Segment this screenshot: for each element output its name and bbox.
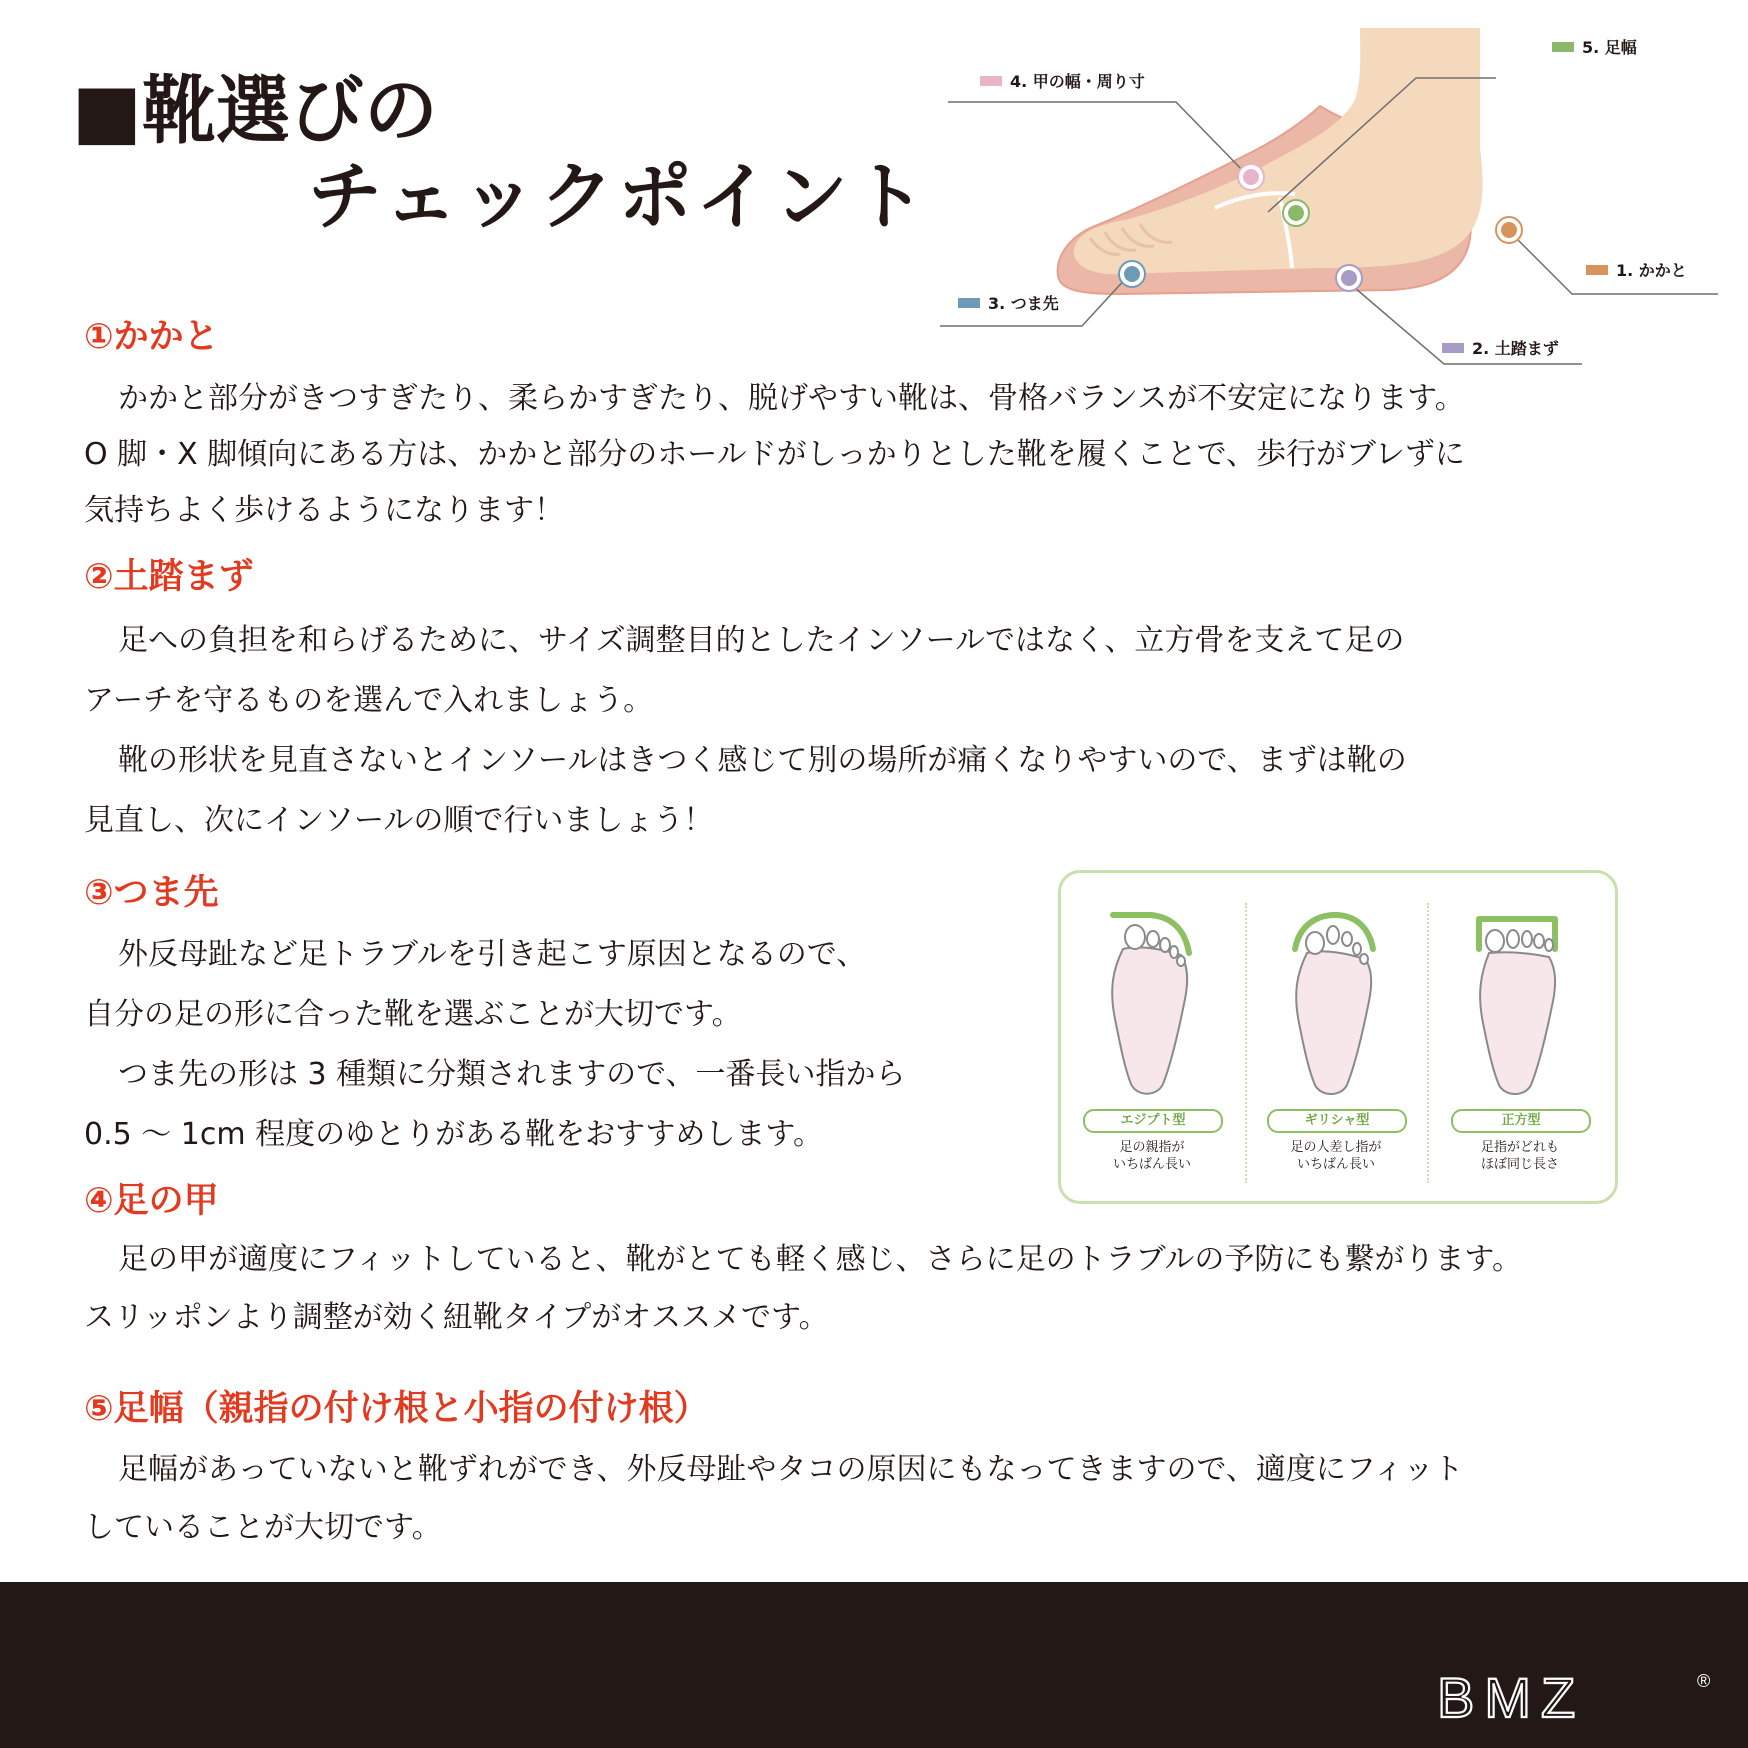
toe-type-name: 正方型 [1451, 1109, 1591, 1133]
label-5: 5. 足幅 [1582, 38, 1637, 57]
section-body-tsuchifumazu [84, 611, 1407, 851]
toe-type-greek [1251, 873, 1429, 1201]
body-line: していることが大切です。 [84, 1510, 442, 1545]
toe-type-panel [1058, 870, 1618, 1204]
body-line: つま先の形は 3 種類に分類されますので、一番長い指から [118, 1057, 906, 1092]
toe-type-name: ギリシャ型 [1267, 1109, 1407, 1133]
body-line: 足への負担を和らげるために、サイズ調整目的としたインソールではなく、立方骨を支えて足の [118, 623, 1405, 658]
label-swatch-5 [1552, 42, 1574, 52]
toe-desc-line: 足指がどれも [1480, 1140, 1559, 1155]
leader-line-4 [948, 102, 1248, 176]
section-body-ashihaba [84, 1441, 1464, 1557]
column-divider [1245, 903, 1247, 1183]
brand-logo-text: BMZ [1437, 1667, 1586, 1727]
section-heading-kakato: ①かかと [84, 317, 219, 357]
registered-mark: ® [1697, 1671, 1711, 1691]
toe-type-square [1435, 873, 1613, 1201]
section-body-kou [84, 1231, 1522, 1347]
marker-5-dot [1283, 200, 1309, 226]
bmz-logo [1435, 1667, 1715, 1727]
foot-egypt-icon [1101, 909, 1211, 1099]
foot-greek-icon [1285, 909, 1395, 1099]
footer-bar [0, 1582, 1748, 1748]
section-tsumasaki [84, 873, 906, 1165]
body-line: スリッポンより調整が効く紐靴タイプがオススメです。 [84, 1300, 829, 1335]
body-line: 自分の足の形に合った靴を選ぶことが大切です。 [84, 997, 742, 1032]
page-title-line2: チェックポイント [308, 154, 930, 240]
label-swatch-4 [980, 76, 1002, 86]
body-line: 足幅があっていないと靴ずれができ、外反母趾やタコの原因にもなってきますので、適度にフィット [118, 1452, 1464, 1487]
column-divider [1427, 903, 1429, 1183]
toe-desc-line: 足の人差し指が [1290, 1140, 1382, 1155]
toe-type-desc [1067, 1139, 1237, 1173]
foot-square-icon [1469, 909, 1579, 1099]
toe-desc-line: ほぼ同じ長さ [1480, 1157, 1559, 1172]
marker-4-dot [1238, 164, 1264, 190]
section-tsuchifumazu [84, 557, 1407, 851]
label-swatch-3 [958, 298, 980, 308]
toe-type-name: エジプト型 [1083, 1109, 1223, 1133]
section-kou [84, 1181, 1522, 1347]
body-line: O 脚・X 脚傾向にある方は、かかと部分のホールドがしっかりとした靴を履くことで、歩行がブレずに [84, 437, 1465, 472]
label-4: 4. 甲の幅・周り寸 [1010, 72, 1145, 91]
toe-desc-line: いちばん長い [1296, 1157, 1375, 1172]
marker-1-dot [1496, 217, 1522, 243]
body-line: 外反母趾など足トラブルを引き起こす原因となるので、 [118, 937, 867, 972]
section-heading-tsuchifumazu: ②土踏まず [84, 557, 254, 597]
toe-type-egypt [1067, 873, 1245, 1201]
toe-desc-line: 足の親指が [1119, 1140, 1185, 1155]
label-2: 2. 土踏まず [1472, 339, 1559, 358]
body-line: 0.5 ～ 1cm 程度のゆとりがある靴をおすすめします。 [84, 1117, 824, 1152]
body-line: 気持ちよく歩けるようになります！ [84, 493, 564, 528]
toe-type-desc [1435, 1139, 1605, 1173]
body-line: かかと部分がきつすぎたり、柔らかすぎたり、脱げやすい靴は、骨格バランスが不安定になります。 [118, 381, 1465, 416]
label-1: 1. かかと [1616, 261, 1687, 280]
page-title-line1: ■靴選びの [72, 68, 438, 154]
section-kakato [84, 317, 1465, 539]
toe-desc-line: いちばん長い [1112, 1157, 1191, 1172]
body-line: 足の甲が適度にフィットしていると、靴がとても軽く感じ、さらに足のトラブルの予防にも繋がります。 [118, 1242, 1522, 1277]
section-body-kakato [84, 371, 1465, 539]
shoe-checkpoint-diagram [940, 28, 1720, 368]
marker-3-dot [1119, 261, 1145, 287]
marker-2-dot [1336, 265, 1362, 291]
section-heading-ashihaba: ⑤足幅（親指の付け根と小指の付け根） [84, 1389, 709, 1429]
label-3: 3. つま先 [988, 294, 1059, 313]
body-line: アーチを守るものを選んで入れましょう。 [84, 683, 654, 718]
label-swatch-1 [1586, 265, 1608, 275]
body-line: 靴の形状を見直さないとインソールはきつく感じて別の場所が痛くなりやすいので、まずは靴の [118, 743, 1407, 778]
section-heading-kou: ④足の甲 [84, 1181, 219, 1221]
toe-type-desc [1251, 1139, 1421, 1173]
section-heading-tsumasaki: ③つま先 [84, 873, 219, 913]
section-ashihaba [84, 1389, 1464, 1557]
section-body-tsumasaki [84, 925, 906, 1165]
body-line: 見直し、次にインソールの順で行いましょう！ [84, 803, 714, 838]
